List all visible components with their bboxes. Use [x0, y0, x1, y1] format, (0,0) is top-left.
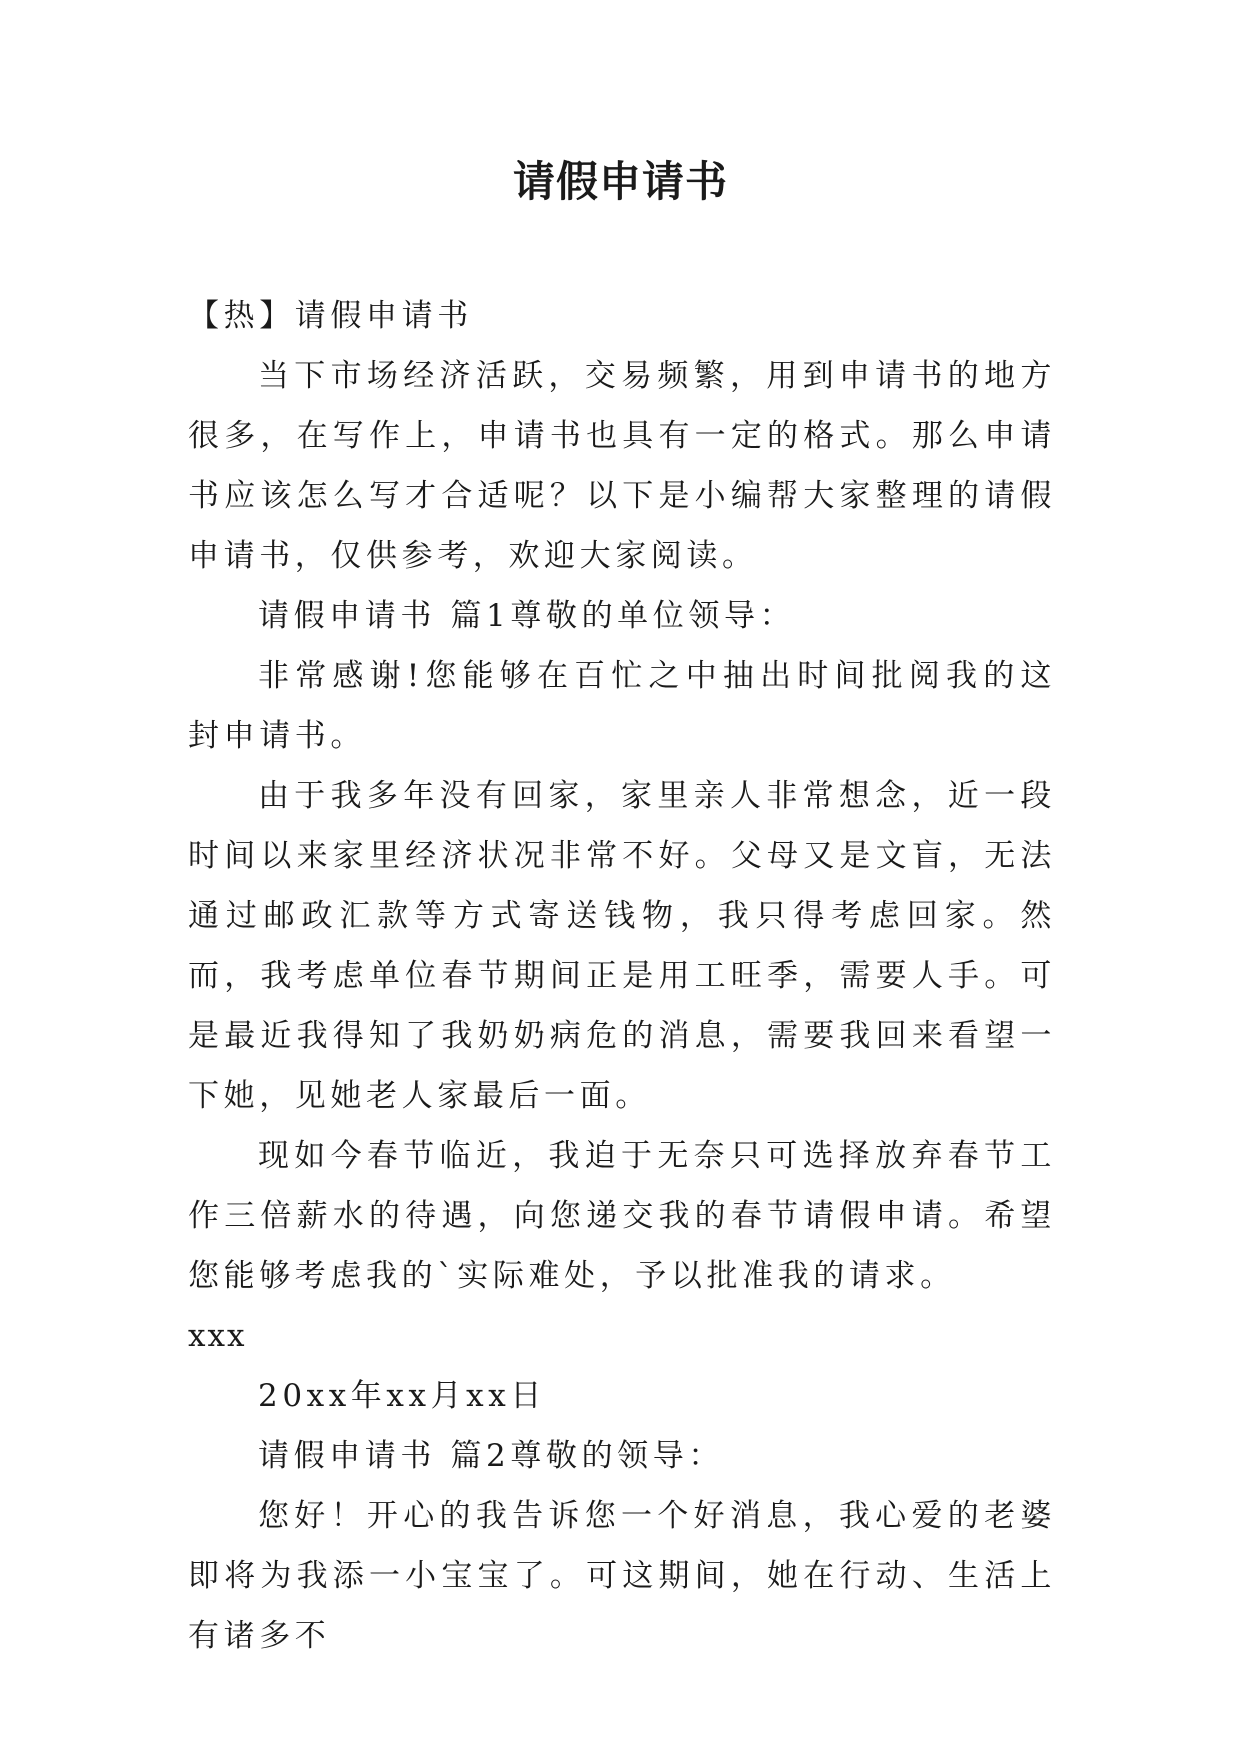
heading-line: 【热】请假申请书	[188, 298, 473, 334]
section-1-heading: 请假申请书 篇1尊敬的单位领导：	[258, 598, 796, 634]
body-paragraph: 现如今春节临近，我迫于无奈只可选择放弃春节工作三倍薪水的待遇，向您递交我的春节请假申请。希望您能够考虑我的`实际难处，予以批准我的请求。	[188, 1138, 1056, 1294]
body-paragraph: 由于我多年没有回家，家里亲人非常想念，近一段时间以来家里经济状况非常不好。父母又是文盲，无法通过邮政汇款等方式寄送钱物，我只得考虑回家。然而，我考虑单位春节期间正是用工旺季，需要人手。可是最近我得知了我奶奶病危的消息，需要我回来看望一下她，见她老人家最后一面。	[188, 778, 1056, 1114]
section-2-heading: 请假申请书 篇2尊敬的领导：	[258, 1438, 724, 1474]
body-paragraph: 非常感谢!您能够在百忙之中抽出时间批阅我的这封申请书。	[188, 658, 1056, 754]
document-body	[188, 286, 1056, 1666]
signature: xxx	[188, 1318, 247, 1354]
body-paragraph: 您好！开心的我告诉您一个好消息，我心爱的老婆即将为我添一小宝宝了。可这期间，她在行动、生活上有诸多不	[188, 1498, 1056, 1654]
document-title: 请假申请书	[512, 157, 728, 206]
date-line: 20xx年xx月xx日	[258, 1378, 546, 1414]
intro-paragraph: 当下市场经济活跃，交易频繁，用到申请书的地方很多，在写作上，申请书也具有一定的格式。那么申请书应该怎么写才合适呢？以下是小编帮大家整理的请假申请书，仅供参考，欢迎大家阅读。	[188, 358, 1056, 574]
